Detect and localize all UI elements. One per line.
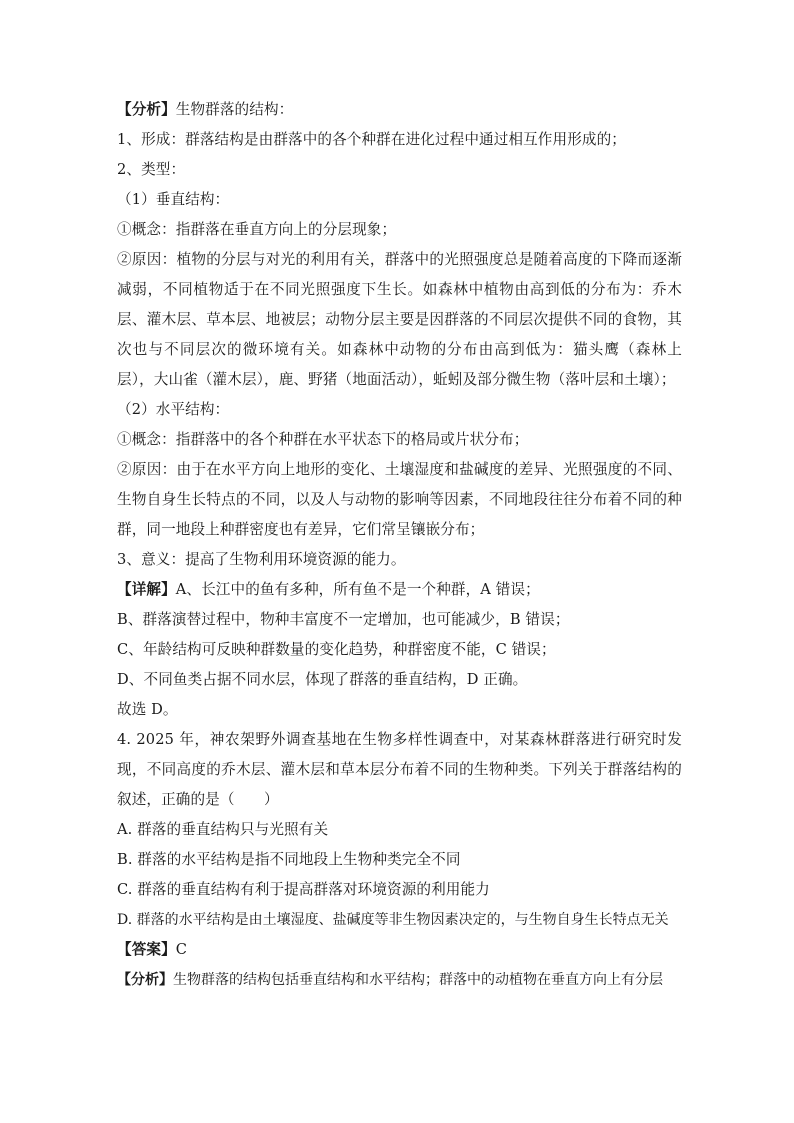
detail-line-c: C、年龄结构可反映种群数量的变化趋势，种群密度不能，C 错误； [117,641,556,658]
detail-a-text: A、长江中的鱼有多种，所有鱼不是一个种群，A 错误； [175,581,540,598]
vertical-reason-paragraph: ②原因：植物的分层与对光的利用有关，群落中的光照强度总是随着高度的下降而逐渐减弱，不同植物适于在不同光照强度下生长。如森林中植物由高到低的分布为：乔木层、灌木层、草本层、地被层；动物分层主要是因群落的不同层次提供不同的食物，其次也与不同层次的微环境有关。如森林中动物的分布由高到低为：猫头鹰（森林上层），大山雀（灌木层），鹿、野猪（地面活动），蚯蚓及部分微生物（落叶层和土壤）； [117,251,682,388]
option-d: D. 群落的水平结构是由土壤湿度、盐碱度等非生物因素决定的，与生物自身生长特点无关 [117,912,669,928]
option-a: A. 群落的垂直结构只与光照有关 [117,821,329,838]
horizontal-structure-title: （2）水平结构： [117,401,230,418]
analysis-tag: 【分析】 [117,101,176,118]
detail-line-d: D、不同鱼类占据不同水层，体现了群落的垂直结构，D 正确。 [117,671,528,688]
answer-tag: 【答案】 [117,941,176,958]
choose-line: 故选 D。 [117,701,178,718]
analysis2-line [117,969,682,991]
types-line: 2、类型： [117,161,186,178]
horizontal-reason-paragraph: ②原因：由于在水平方向上地形的变化、土壤湿度和盐碱度的差异、光照强度的不同、生物自身生长特点的不同，以及人与动物的影响等因素，不同地段往往分布着不同的种群，同一地段上种群密度也有差异，它们常呈镶嵌分布； [117,461,682,538]
analysis2-text: 生物群落的结构包括垂直结构和水平结构；群落中的动植物在垂直方向上有分层 [173,972,663,988]
vertical-structure-title: （1）垂直结构： [117,191,230,208]
significance-line: 3、意义：提高了生物利用环境资源的能力。 [117,551,406,568]
option-b: B. 群落的水平结构是指不同地段上生物种类完全不同 [117,851,461,868]
detail-tag: 【详解】 [117,581,176,598]
document-page [117,99,682,999]
analysis-text: 生物群落的结构： [175,101,294,118]
detail-line-b: B、群落演替过程中，物种丰富度不一定增加，也可能减少，B 错误； [117,611,570,628]
option-c: C. 群落的垂直结构有利于提高群落对环境资源的利用能力 [117,881,490,898]
horizontal-concept: ①概念：指群落中的各个种群在水平状态下的格局或片状分布； [117,431,529,448]
formation-line: 1、形成：群落结构是由群落中的各个种群在进化过程中通过相互作用形成的； [117,131,626,148]
answer-line [117,939,682,961]
analysis-heading [117,99,682,121]
question-4-stem: 4. 2025 年，神农架野外调查基地在生物多样性调查中，对某森林群落进行研究时发现，不同高度的乔木层、灌木层和草本层分布着不同的生物种类。下列关于群落结构的叙述，正确的是（ ） [117,731,682,808]
analysis2-tag: 【分析】 [117,972,173,988]
detail-line-a [117,579,682,601]
vertical-concept: ①概念：指群落在垂直方向上的分层现象； [117,221,397,238]
answer-value: C [175,941,188,958]
